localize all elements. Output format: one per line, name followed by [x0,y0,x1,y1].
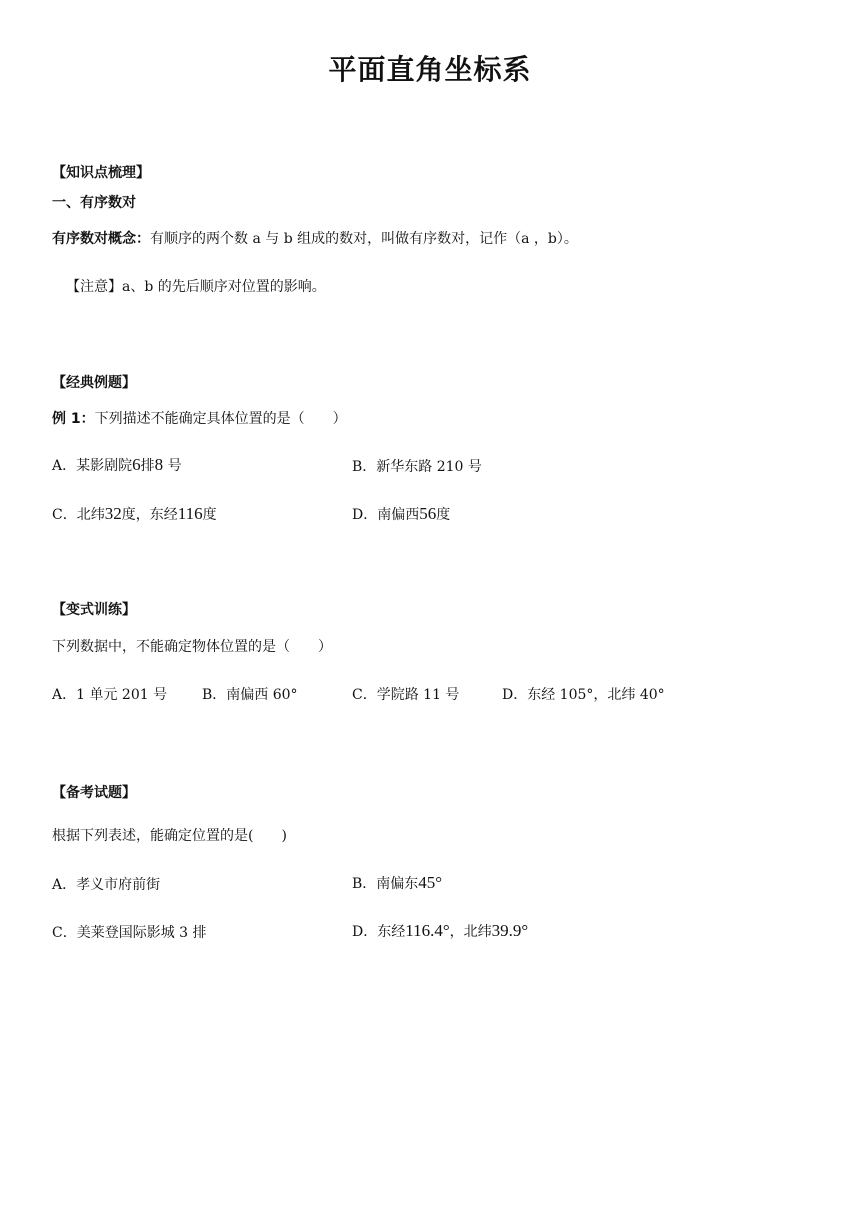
exam-option-c: C．美莱登国际影城 3 排 [52,925,207,941]
exam-question: 根据下列表述，能确定位置的是( ) [52,828,287,844]
example-question [52,408,347,428]
variant-option-d: D．东经 105°，北纬 40° [502,687,665,703]
exam-option-a: A．孝义市府前街 [52,877,161,893]
exam-option-b: B．南偏东45° [352,873,443,892]
example-option-a: A．某影剧院6排8 号 [52,455,182,474]
section-heading-knowledge: 【知识点梳理】 [52,165,150,181]
note-text: 【注意】a、b 的先后顺序对位置的影响。 [66,279,326,295]
variant-question: 下列数据中，不能确定物体位置的是（ ） [52,639,332,655]
subheading-ordered-pairs: 一、有序数对 [52,195,136,211]
example-question-text: 下列描述不能确定具体位置的是（ ） [94,411,347,427]
page-title: 平面直角坐标系 [328,53,532,86]
concept-text: 有顺序的两个数 a 与 b 组成的数对，叫做有序数对，记作（a ，b）。 [150,231,578,247]
example-option-b: B．新华东路 210 号 [352,459,482,475]
section-heading-examples: 【经典例题】 [52,375,136,391]
section-heading-exam-prep: 【备考试题】 [52,785,136,801]
exam-option-d: D．东经116.4°，北纬39.9° [352,921,529,940]
variant-option-b: B．南偏西 60° [202,687,298,703]
example-option-c: C．北纬32度，东经116度 [52,504,217,523]
concept-definition [52,228,578,248]
concept-label: 有序数对概念： [52,231,150,247]
section-heading-variant-training: 【变式训练】 [52,602,136,618]
example-option-d: D．南偏西56度 [352,504,451,523]
variant-option-a: A．1 单元 201 号 [52,687,168,703]
example-label: 例 1： [52,411,95,427]
variant-option-c: C．学院路 11 号 [352,687,460,703]
